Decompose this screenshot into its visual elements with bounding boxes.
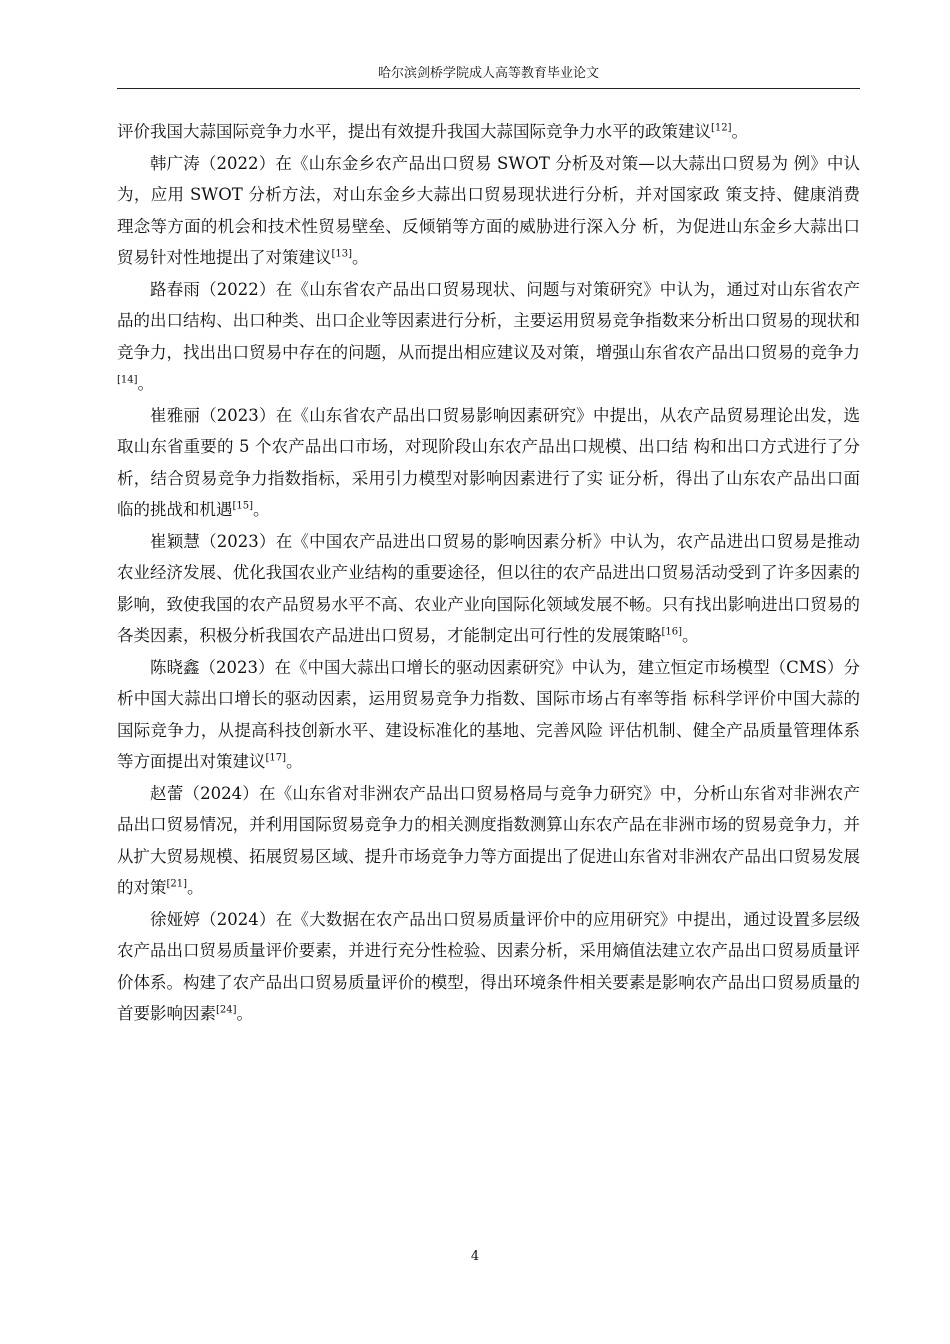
paragraph-tail: 。: [682, 626, 699, 645]
paragraph-text: 评价我国大蒜国际竞争力水平，提出有效提升我国大蒜国际竞争力水平的政策建议: [117, 122, 711, 141]
paragraph-1: [117, 116, 860, 148]
paragraph-tail: 。: [187, 878, 204, 897]
body-text: [117, 116, 860, 1030]
paragraph-text: 陈晓鑫（2023）在《中国大蒜出口增长的驱动因素研究》中认为，建立恒定市场模型（CMS）分析中国大蒜出口增长的驱动因素，运用贸易竞争力指数、国际市场占有率等指 标科学评价中国大蒜的国际竞争力，从提高科技创新水平、建设标准化的基地、完善风险 评估机制、健全产品质量管理体系等方面提出对策建议: [117, 657, 860, 771]
paragraph-8: [117, 904, 860, 1030]
citation-ref: [12]: [711, 122, 732, 134]
paragraph-tail: 。: [286, 752, 303, 771]
paragraph-7: [117, 778, 860, 904]
paragraph-2: [117, 148, 860, 274]
page-number: 4: [470, 1249, 480, 1264]
paragraph-6: [117, 652, 860, 778]
paragraph-4: [117, 400, 860, 526]
citation-ref: [16]: [661, 626, 683, 638]
paragraph-tail: 。: [352, 248, 369, 267]
paragraph-tail: 。: [253, 500, 270, 519]
paragraph-text: 赵蕾（2024）在《山东省对非洲农产品出口贸易格局与竞争力研究》中，分析山东省对非洲农产品出口贸易情况，并利用国际贸易竞争力的相关测度指数测算山东农产品在非洲市场的贸易竞争力，并从扩大贸易规模、拓展贸易区域、提升市场竞争力等方面提出了促进山东省对非洲农产品出口贸易发展的对策: [117, 783, 860, 897]
paragraph-3: [117, 274, 860, 400]
paragraph-tail: 。: [731, 122, 749, 141]
header-title: 哈尔滨剑桥学院成人高等教育毕业论文: [377, 66, 599, 81]
paragraph-text: 徐娅婷（2024）在《大数据在农产品出口贸易质量评价中的应用研究》中提出，通过设置多层级农产品出口贸易质量评价要素，并进行充分性检验、因素分析，采用熵值法建立农产品出口贸易质量评价体系。构建了农产品出口贸易质量评价的模型，得出环境条件相关要素是影响农产品出口贸易质量的首要影响因素: [117, 909, 860, 1023]
paragraph-tail: 。: [137, 374, 155, 393]
paragraph-text: 崔雅丽（2023）在《山东省农产品出口贸易影响因素研究》中提出，从农产品贸易理论出发，选取山东省重要的 5 个农产品出口市场，对现阶段山东农产品出口规模、出口结 构和出口方式进行了分析，结合贸易竞争力指数指标，采用引力模型对影响因素进行了实 证分析，得出了山东农产品出口面临的挑战和机遇: [117, 405, 860, 519]
paragraph-text: 韩广涛（2022）在《山东金乡农产品出口贸易 SWOT 分析及对策—以大蒜出口贸易为 例》中认为，应用 SWOT 分析方法，对山东金乡大蒜出口贸易现状进行分析，并对国家政 策支持、健康消费理念等方面的机会和技术性贸易壁垒、反倾销等方面的威胁进行深入分 析，为促进山东金乡大蒜出口贸易针对性地提出了对策建议: [117, 153, 860, 267]
citation-ref: [24]: [216, 1004, 237, 1016]
citation-ref: [15]: [232, 500, 254, 512]
paragraph-tail: 。: [236, 1004, 254, 1023]
running-header: [117, 64, 860, 89]
paragraph-5: [117, 526, 860, 652]
citation-ref: [14]: [117, 374, 138, 386]
citation-ref: [13]: [331, 248, 353, 260]
citation-ref: [21]: [166, 878, 188, 890]
citation-ref: [17]: [265, 752, 287, 764]
paragraph-text: 崔颖慧（2023）在《中国农产品进出口贸易的影响因素分析》中认为，农产品进出口贸易是推动农业经济发展、优化我国农业产业结构的重要途径，但以往的农产品进出口贸易活动受到了许多因素的影响，致使我国的农产品贸易水平不高、农业产业向国际化领域发展不畅。只有找出影响进出口贸易的各类因素，积极分析我国农产品进出口贸易，才能制定出可行性的发展策略: [117, 531, 860, 645]
paragraph-text: 路春雨（2022）在《山东省农产品出口贸易现状、问题与对策研究》中认为，通过对山东省农产品的出口结构、出口种类、出口企业等因素进行分析，主要运用贸易竞争指数来分析出口贸易的现状和竞争力，找出出口贸易中存在的问题，从而提出相应建议及对策，增强山东省农产品出口贸易的竞争力: [117, 279, 860, 362]
